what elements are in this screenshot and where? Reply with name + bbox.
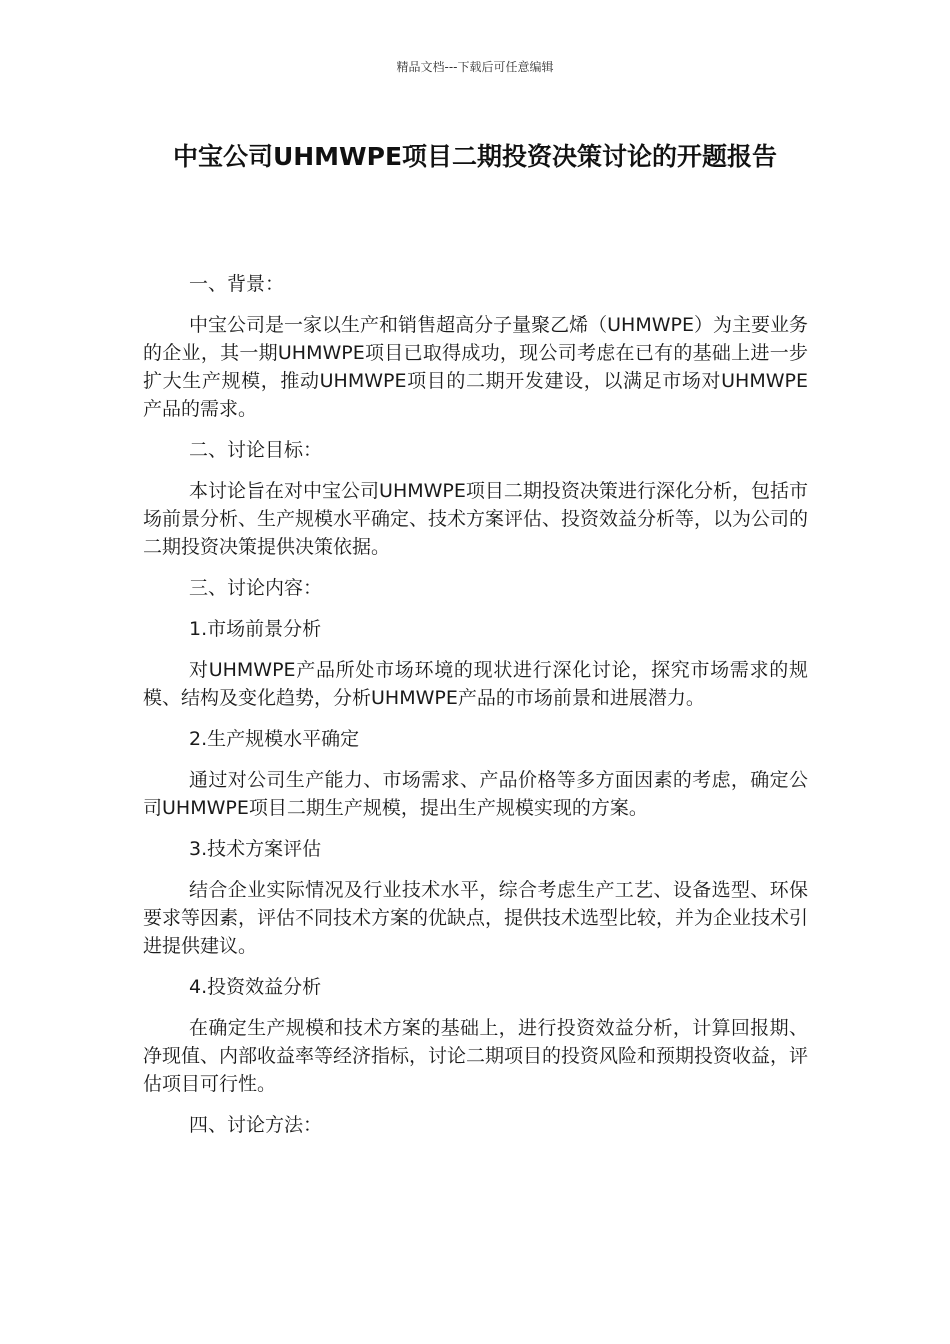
subheading-technical-evaluation: 3.技术方案评估 xyxy=(189,838,322,860)
section-heading-goals: 二、讨论目标： xyxy=(189,439,323,461)
subheading-production-scale: 2.生产规模水平确定 xyxy=(189,728,360,750)
paragraph-technical-evaluation: 结合企业实际情况及行业技术水平，综合考虑生产工艺、设备选型、环保要求等因素，评估不同技术方案的优缺点，提供技术选型比较，并为企业技术引进提供建议。 xyxy=(143,879,809,957)
document-title: 中宝公司UHMWPE项目二期投资决策讨论的开题报告 xyxy=(172,142,778,171)
subheading-investment-analysis: 4.投资效益分析 xyxy=(189,976,322,998)
paragraph-goals: 本讨论旨在对中宝公司UHMWPE项目二期投资决策进行深化分析，包括市场前景分析、生产规模水平确定、技术方案评估、投资效益分析等，以为公司的二期投资决策提供决策依据。 xyxy=(143,480,809,558)
subheading-market-outlook: 1.市场前景分析 xyxy=(189,618,322,640)
paragraph-market-outlook: 对UHMWPE产品所处市场环境的现状进行深化讨论，探究市场需求的规模、结构及变化趋势，分析UHMWPE产品的市场前景和进展潜力。 xyxy=(143,659,808,709)
section-heading-content: 三、讨论内容： xyxy=(189,577,323,599)
paragraph-investment-analysis: 在确定生产规模和技术方案的基础上，进行投资效益分析，计算回报期、净现值、内部收益率等经济指标，讨论二期项目的投资风险和预期投资收益，评估项目可行性。 xyxy=(143,1017,809,1095)
paragraph-background: 中宝公司是一家以生产和销售超高分子量聚乙烯（UHMWPE）为主要业务的企业，其一期UHMWPE项目已取得成功，现公司考虑在已有的基础上进一步扩大生产规模，推动UHMWPE项目的二期开发建设，以满足市场对UHMWPE产品的需求。 xyxy=(143,314,808,420)
paragraph-production-scale: 通过对公司生产能力、市场需求、产品价格等多方面因素的考虑，确定公司UHMWPE项目二期生产规模，提出生产规模实现的方案。 xyxy=(143,769,808,819)
section-heading-methods: 四、讨论方法： xyxy=(189,1114,323,1136)
document-body xyxy=(143,270,808,1152)
page-header: 精品文档---下载后可任意编辑 xyxy=(396,60,554,74)
section-heading-background: 一、背景： xyxy=(189,273,285,295)
